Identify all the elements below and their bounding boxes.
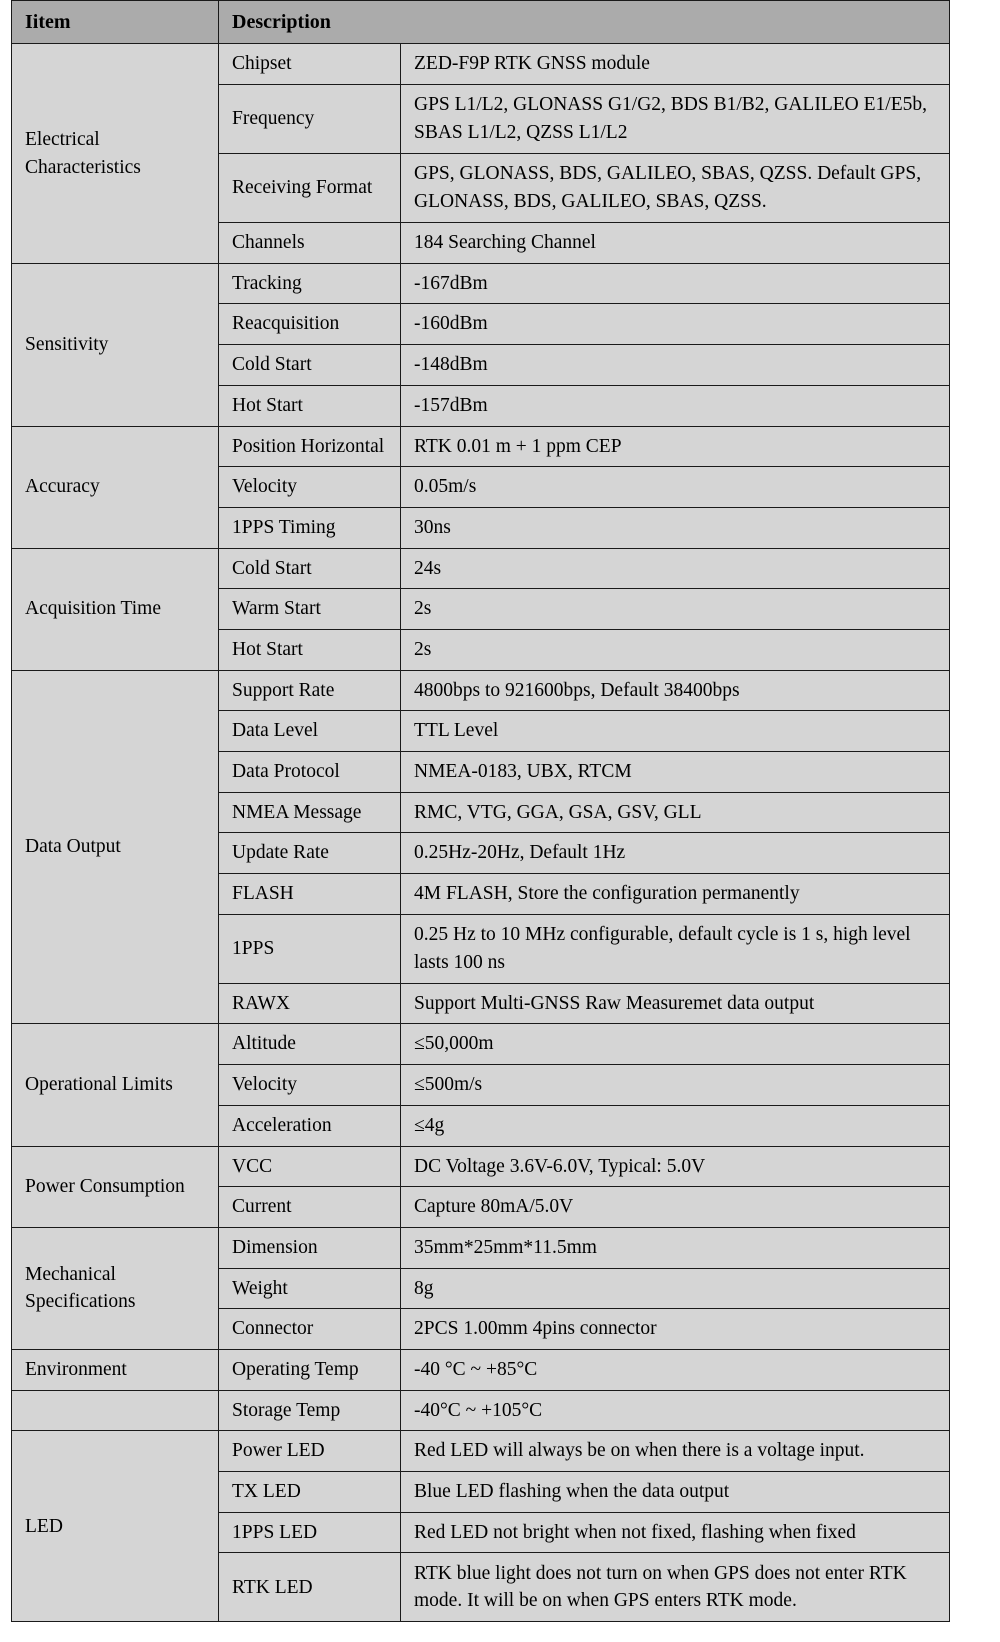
row-key: Current	[219, 1187, 401, 1228]
row-value: -157dBm	[401, 385, 950, 426]
row-value: -40 °C ~ +85°C	[401, 1349, 950, 1390]
group-label-mechanical-specifications: Mechanical Specifications	[12, 1227, 219, 1349]
row-key: Dimension	[219, 1227, 401, 1268]
row-key: Tracking	[219, 263, 401, 304]
row-value: ZED-F9P RTK GNSS module	[401, 44, 950, 85]
row-value: 0.05m/s	[401, 467, 950, 508]
row-key: Cold Start	[219, 548, 401, 589]
row-value: GPS, GLONASS, BDS, GALILEO, SBAS, QZSS. Default GPS, GLONASS, BDS, GALILEO, SBAS, QZSS.	[401, 154, 950, 223]
row-key: Data Protocol	[219, 752, 401, 793]
row-key: Hot Start	[219, 629, 401, 670]
group-label-operational-limits: Operational Limits	[12, 1024, 219, 1146]
row-value: 184 Searching Channel	[401, 223, 950, 264]
row-value: RMC, VTG, GGA, GSA, GSV, GLL	[401, 792, 950, 833]
row-key: Velocity	[219, 1065, 401, 1106]
row-value: 2s	[401, 589, 950, 630]
table-row	[12, 1390, 950, 1431]
group-label-environment: Environment	[12, 1349, 219, 1390]
row-value: -148dBm	[401, 345, 950, 386]
row-value: 30ns	[401, 507, 950, 548]
column-header-item: Iitem	[12, 1, 219, 44]
row-key: Connector	[219, 1309, 401, 1350]
row-key: Power LED	[219, 1431, 401, 1472]
row-key: RTK LED	[219, 1553, 401, 1622]
row-value: Blue LED flashing when the data output	[401, 1472, 950, 1513]
row-value: Capture 80mA/5.0V	[401, 1187, 950, 1228]
specification-sheet	[11, 0, 949, 1622]
table-row	[12, 670, 950, 711]
row-value: Red LED not bright when not fixed, flashing when fixed	[401, 1512, 950, 1553]
row-value: ≤4g	[401, 1105, 950, 1146]
table-header-row	[12, 1, 950, 44]
row-key: Velocity	[219, 467, 401, 508]
specification-table	[11, 0, 950, 1622]
row-value: ≤500m/s	[401, 1065, 950, 1106]
table-row	[12, 1227, 950, 1268]
row-value: -160dBm	[401, 304, 950, 345]
group-label-accuracy: Accuracy	[12, 426, 219, 548]
row-value: 24s	[401, 548, 950, 589]
column-header-description: Description	[219, 1, 950, 44]
row-key: Support Rate	[219, 670, 401, 711]
row-key: Hot Start	[219, 385, 401, 426]
row-value: RTK 0.01 m + 1 ppm CEP	[401, 426, 950, 467]
group-label-electrical-characteristics: Electrical Characteristics	[12, 44, 219, 263]
row-value: Support Multi-GNSS Raw Measuremet data output	[401, 983, 950, 1024]
row-key: Update Rate	[219, 833, 401, 874]
row-key: 1PPS LED	[219, 1512, 401, 1553]
row-key: RAWX	[219, 983, 401, 1024]
row-value: TTL Level	[401, 711, 950, 752]
row-value: DC Voltage 3.6V-6.0V, Typical: 5.0V	[401, 1146, 950, 1187]
group-label-empty	[12, 1390, 219, 1431]
row-key: Altitude	[219, 1024, 401, 1065]
row-key: Operating Temp	[219, 1349, 401, 1390]
row-key: FLASH	[219, 874, 401, 915]
row-value: NMEA-0183, UBX, RTCM	[401, 752, 950, 793]
table-row	[12, 1431, 950, 1472]
row-key: Data Level	[219, 711, 401, 752]
row-value: 4800bps to 921600bps, Default 38400bps	[401, 670, 950, 711]
table-row	[12, 263, 950, 304]
row-key: Weight	[219, 1268, 401, 1309]
row-value: 2s	[401, 629, 950, 670]
row-key: TX LED	[219, 1472, 401, 1513]
row-key: Reacquisition	[219, 304, 401, 345]
row-key: Acceleration	[219, 1105, 401, 1146]
group-label-acquisition-time: Acquisition Time	[12, 548, 219, 670]
row-key: Cold Start	[219, 345, 401, 386]
row-key: Channels	[219, 223, 401, 264]
table-row	[12, 1349, 950, 1390]
row-key: Frequency	[219, 85, 401, 154]
row-value: 0.25 Hz to 10 MHz configurable, default cycle is 1 s, high level lasts 100 ns	[401, 914, 950, 983]
table-row	[12, 548, 950, 589]
group-label-data-output: Data Output	[12, 670, 219, 1024]
table-row	[12, 1146, 950, 1187]
group-label-led: LED	[12, 1431, 219, 1622]
row-key: 1PPS Timing	[219, 507, 401, 548]
row-key: Storage Temp	[219, 1390, 401, 1431]
row-value: 35mm*25mm*11.5mm	[401, 1227, 950, 1268]
row-key: Warm Start	[219, 589, 401, 630]
group-label-sensitivity: Sensitivity	[12, 263, 219, 426]
row-value: 4M FLASH, Store the configuration permanently	[401, 874, 950, 915]
row-value: GPS L1/L2, GLONASS G1/G2, BDS B1/B2, GALILEO E1/E5b, SBAS L1/L2, QZSS L1/L2	[401, 85, 950, 154]
row-value: 8g	[401, 1268, 950, 1309]
table-row	[12, 426, 950, 467]
row-key: Position Horizontal	[219, 426, 401, 467]
table-row	[12, 1024, 950, 1065]
row-value: -167dBm	[401, 263, 950, 304]
row-key: Receiving Format	[219, 154, 401, 223]
row-value: -40°C ~ +105°C	[401, 1390, 950, 1431]
row-value: 0.25Hz-20Hz, Default 1Hz	[401, 833, 950, 874]
row-key: VCC	[219, 1146, 401, 1187]
row-key: Chipset	[219, 44, 401, 85]
table-header	[12, 1, 950, 44]
row-value: RTK blue light does not turn on when GPS does not enter RTK mode. It will be on when GPS enters RTK mode.	[401, 1553, 950, 1622]
row-value: ≤50,000m	[401, 1024, 950, 1065]
row-value: Red LED will always be on when there is a voltage input.	[401, 1431, 950, 1472]
table-body	[12, 44, 950, 1622]
row-key: 1PPS	[219, 914, 401, 983]
row-value: 2PCS 1.00mm 4pins connector	[401, 1309, 950, 1350]
row-key: NMEA Message	[219, 792, 401, 833]
group-label-power-consumption: Power Consumption	[12, 1146, 219, 1227]
table-row	[12, 44, 950, 85]
